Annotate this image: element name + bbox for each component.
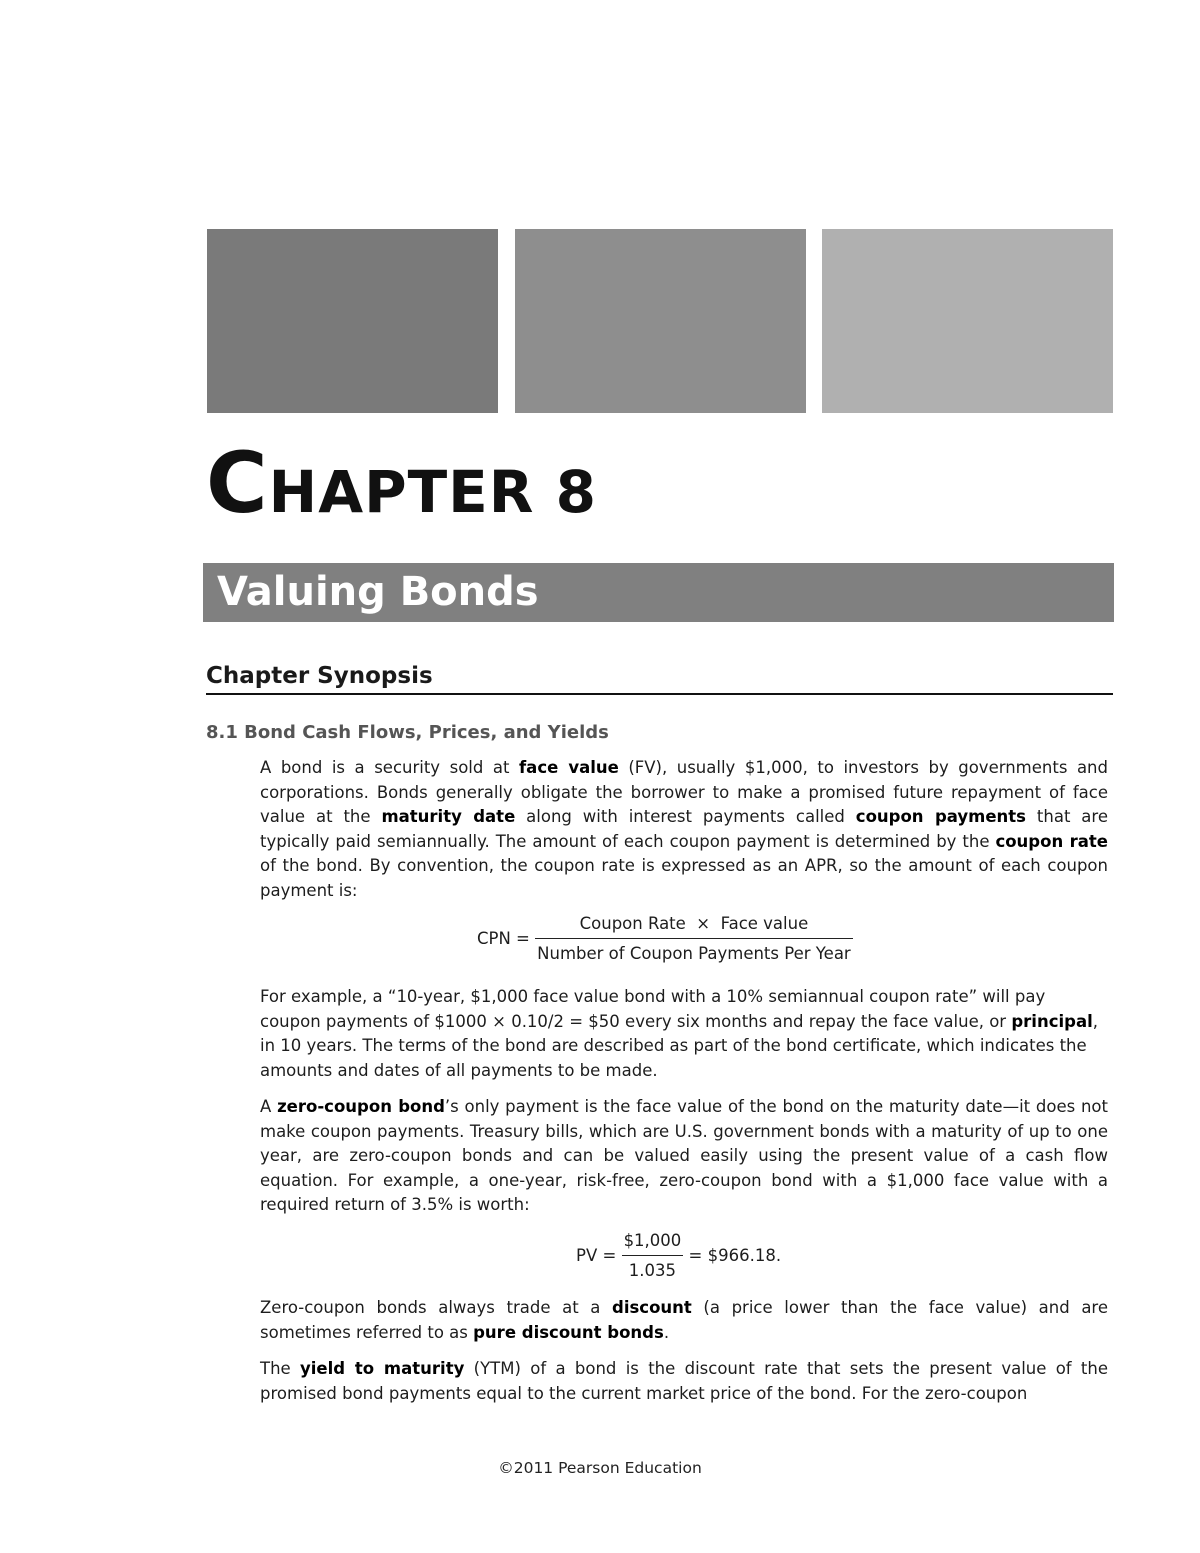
paragraph-text (260, 1357, 1108, 1406)
decorative-block-light (822, 229, 1113, 413)
term-face-value: face value (519, 758, 619, 777)
term-pure-discount-bonds: pure discount bonds (473, 1322, 664, 1342)
text-run: , in 10 years. The terms of the bond are described as part of the bond certificate, which indicates the amounts and dates of all payments to be made. (260, 1011, 1098, 1080)
formula-numerator: $1,000 (622, 1231, 684, 1256)
term-discount: discount (612, 1298, 692, 1317)
formula-fraction (535, 914, 853, 963)
paragraph-text (260, 985, 1108, 1083)
formula-denominator: 1.035 (628, 1261, 677, 1280)
paragraph-text (260, 1296, 1108, 1345)
text-run: that are typically paid semiannually. The amount of each coupon payment is determined by the (260, 807, 1108, 851)
term-coupon-rate: coupon rate (995, 831, 1108, 851)
page-footer-copyright: ©2011 Pearson Education (498, 1459, 702, 1477)
paragraph-discount (260, 1296, 1108, 1345)
text-run: of the bond. By convention, the coupon rate is expressed as an APR, so the amount of each coupon payment is: (260, 856, 1108, 900)
decorative-block-mid (515, 229, 806, 413)
text-run: ’s only payment is the face value of the bond on the maturity date—it does not make coupon payments. Treasury bills, which are U.S. government bonds with a maturity of up to one year, are zero-coupon bonds and can be valued easily using the present value of a cash flow equation. For example, a one-year, risk-free, zero-coupon bond with a $1,000 face value with a required return of 3.5% is worth: (260, 1097, 1108, 1214)
chapter-label-rest: HAPTER 8 (268, 458, 597, 526)
term-maturity-date: maturity date (381, 807, 516, 826)
chapter-number-title (206, 434, 597, 537)
text-run: A bond is a security sold at (260, 758, 519, 777)
formula-lhs: PV = (576, 1246, 617, 1265)
text-run: A (260, 1097, 278, 1116)
chapter-title-bar (203, 563, 1114, 622)
paragraph-text (260, 756, 1108, 903)
term-zero-coupon-bond: zero-coupon bond (277, 1097, 445, 1116)
text-run: For example, a “10-year, $1,000 face value bond with a 10% semiannual coupon rate” will pay coupon payments of $1000 × 0.10/2 = $50 every six months and repay the face value, or (260, 987, 1046, 1031)
formula-fraction (622, 1231, 684, 1280)
paragraph-text (260, 1095, 1108, 1218)
text-run: Zero-coupon bonds always trade at a (260, 1298, 613, 1317)
paragraph-coupon-example (260, 985, 1108, 1083)
paragraph-ytm (260, 1357, 1108, 1406)
text-run: The (260, 1359, 301, 1378)
formula-numerator: Coupon Rate × Face value (535, 914, 853, 939)
chapter-title: Valuing Bonds (217, 569, 539, 615)
paragraph-bond-definition (260, 756, 1108, 903)
formula-denominator: Number of Coupon Payments Per Year (537, 944, 851, 963)
paragraph-zero-coupon (260, 1095, 1108, 1218)
section-heading: 8.1 Bond Cash Flows, Prices, and Yields (206, 722, 609, 743)
formula-rhs: = $966.18. (688, 1246, 782, 1265)
term-principal: principal (1011, 1011, 1093, 1031)
formula-cpn (477, 914, 853, 963)
term-yield-to-maturity: yield to maturity (300, 1359, 465, 1378)
term-coupon-payments: coupon payments (855, 807, 1026, 826)
text-run: . (663, 1322, 670, 1342)
text-run: (FV), usually $1,000, to investors by governments and corporations. Bonds generally obligate the borrower to make a promised future repayment of face value at the (260, 758, 1108, 826)
formula-pv (576, 1231, 781, 1280)
text-run: along with interest payments called (515, 807, 856, 826)
chapter-initial: C (206, 434, 269, 532)
decorative-block-dark (207, 229, 498, 413)
text-run: (YTM) of a bond is the discount rate that sets the present value of the promised bond payments equal to the current market price of the bond. For the zero-coupon (260, 1359, 1109, 1403)
text-run: (a price lower than the face value) and are sometimes referred to as (260, 1298, 1109, 1342)
synopsis-heading: Chapter Synopsis (206, 660, 1113, 695)
formula-lhs: CPN = (477, 929, 530, 948)
